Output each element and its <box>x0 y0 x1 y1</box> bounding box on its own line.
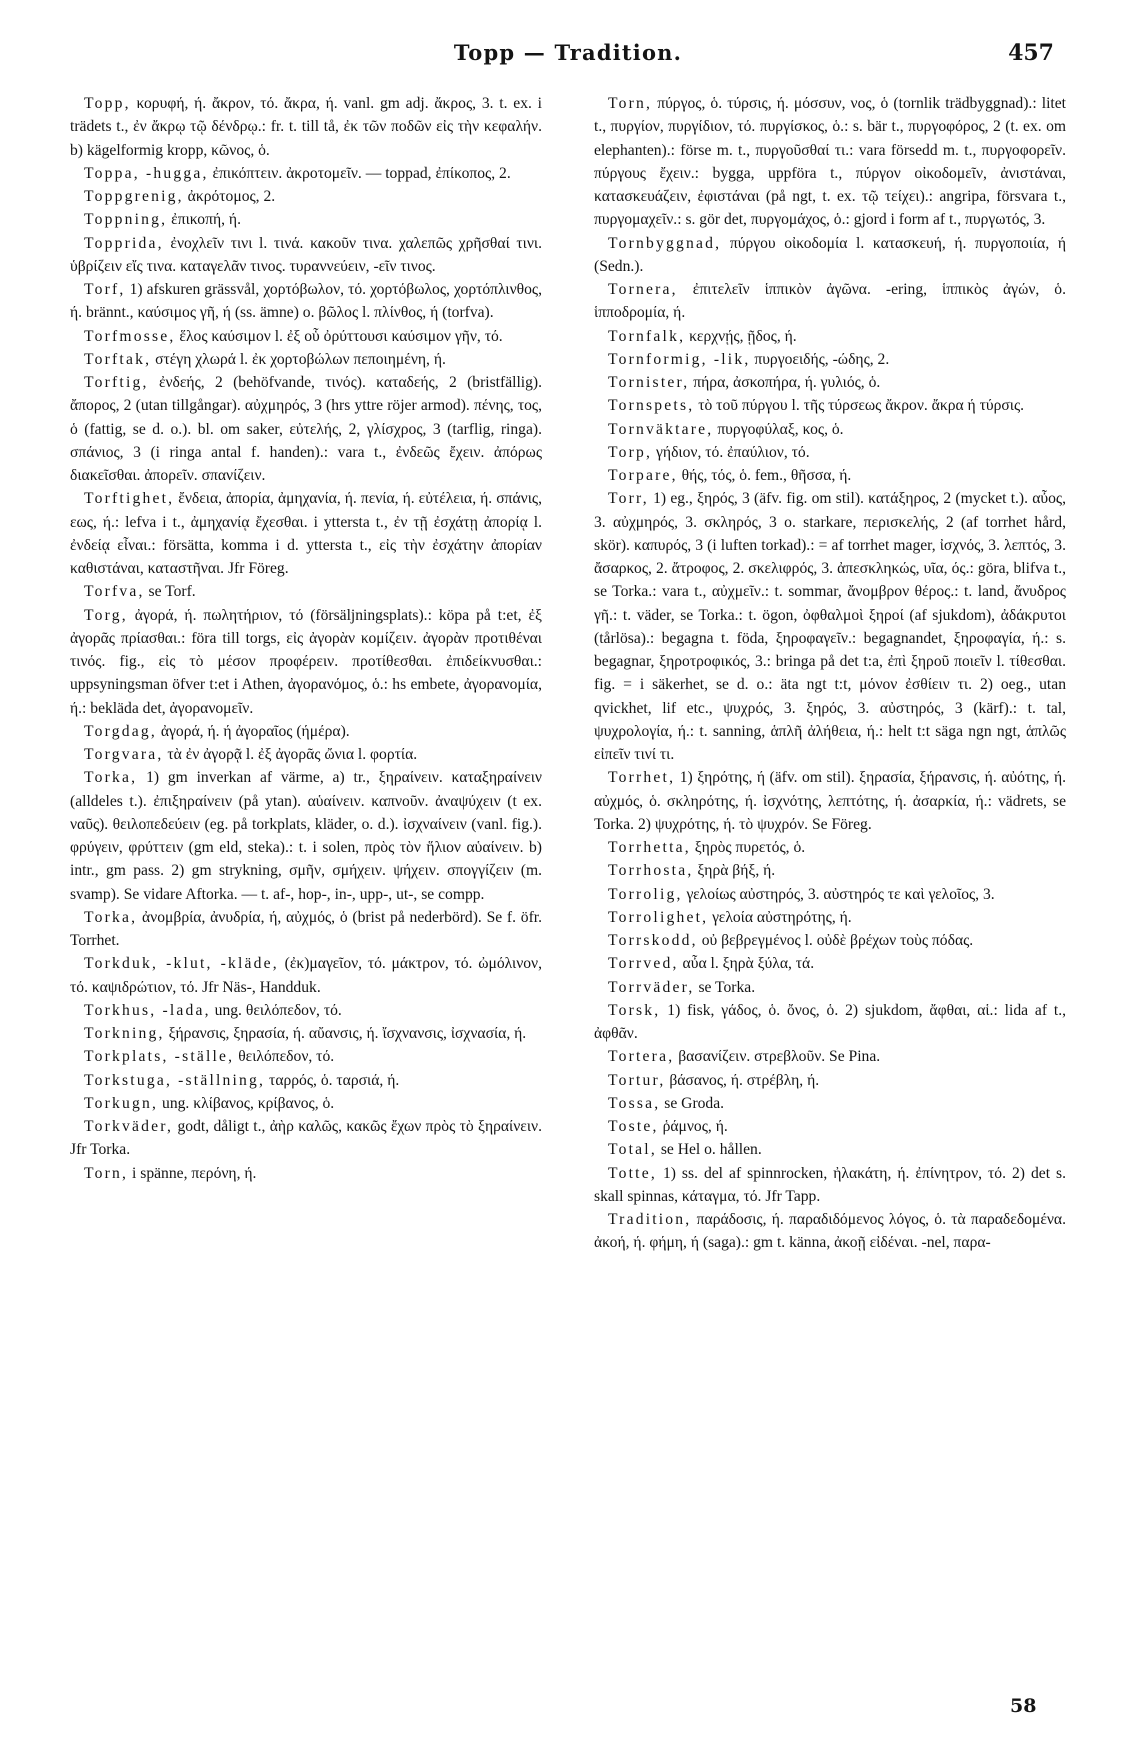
definition: ξηρὰ βήξ, ή. <box>697 862 776 880</box>
dictionary-entry <box>70 278 542 325</box>
headword: Torkugn, <box>84 1094 159 1112</box>
definition: ξήρανσις, ξηρασία, ή. αὔανσις, ή. ἴσχνανσις, ἰσχνασία, ή. <box>168 1025 527 1042</box>
headword: Torrved, <box>608 955 679 973</box>
dictionary-entry <box>594 1069 1066 1092</box>
dictionary-entry <box>70 580 542 603</box>
headword: Torn, <box>608 95 653 112</box>
dictionary-entry <box>594 325 1066 348</box>
definition: πυργοειδής, -ώδης, 2. <box>754 350 890 368</box>
definition: ἐπικοπή, ή. <box>171 211 241 229</box>
definition: ἕλος καύσιμον l. ἐξ οὗ ὀρύττουσι καύσιμον γῆν, τό. <box>179 327 503 345</box>
headword: Toste, <box>608 1118 659 1135</box>
headword: Torgdag, <box>84 722 157 740</box>
definition: κορυφή, ή. ἄκρον, τό. ἄκρα, ή. vanl. gm adj. ἄκρος, 3. t. ex. i trädets t., ἐν ἄκρῳ τῷ δένδρῳ.: fr. t. till tå, ἐκ τῶν ποδῶν εἰς τὴν κεφαλήν. b) kägelformig kropp, κῶνος, ὁ. <box>70 95 542 159</box>
headword: Torgvara, <box>84 746 164 763</box>
headword: Torkning, <box>84 1025 165 1042</box>
dictionary-entry <box>70 1045 542 1068</box>
dictionary-entry <box>594 464 1066 487</box>
dictionary-entry <box>594 1208 1066 1255</box>
headword: Tornformig, -lik, <box>608 350 751 368</box>
definition: se Torf. <box>148 583 196 601</box>
dictionary-entry <box>70 1022 542 1045</box>
definition: ἀγορά, ή. ή ἀγοραῖος (ήμέρα). <box>160 722 350 740</box>
dictionary-entry <box>594 766 1066 836</box>
dictionary-entry <box>70 720 542 743</box>
dictionary-entry <box>70 92 542 162</box>
definition: 1) eg., ξηρός, 3 (äfv. fig. om stil). κατάξηρος, 2 (mycket t.). αὖος, 3. αὐχμηρός, 3. σκληρός, 3 o. starkare, περισκελής, 2 (af torrhet hård, skör). καπυρός, 3 (i luften torkad).: = af torrhet mager, ἰσχνός, 3. λεπτός, 3. ἄσαρκος, 2. ἄτροφος, 2. σκελιφρός, 3. ἀπεσκληκώς, υῖα, ός.: göra, blifva t., se Torka.: vara t., αὐχμεῖν.: t. sommar, ἄνομβρον θέρος.: t. land, ἄνυδρος γῆ.: t. väder, se Torka.: t. ögon, ὀφθαλμοὶ ξηροί (af sjukdom), ἀδάκρυτοι (tårlösa).: begagna t. föda, ξηροφαγεῖν.: begagnandet, ξηροφαγία, ή.: s. begagnar, ξηροτροφικός, 3.: bringa på det t:a, ἐπὶ ξηροῦ ποιεῖν l. τίθεσθαι. fig. = i säkerhet, se d. o.: äta ngt t:t, μόνον ἐσθίειν τι. 2) oeg., utan qvickhet, lif etc., ψυχρός, 3. ξηρός, 3. αὐστηρός, 3 (kärf).: t. tal, ψυχρολογία, ή.: t. sanning, ἁπλῆ ἀλήθεια, ή.: helt t:t säga ngn ngt, ἁπλῶς εἰπεῖν τινί τι. <box>594 490 1066 763</box>
dictionary-entry <box>594 232 1066 279</box>
headword: Torkväder, <box>84 1118 174 1135</box>
headword: Tossa, <box>608 1094 661 1112</box>
definition: i spänne, περόνη, ή. <box>132 1164 257 1182</box>
headword: Totte, <box>608 1164 657 1182</box>
headword: Torkduk, -klut, -kläde, <box>84 955 279 973</box>
dictionary-entry <box>70 232 542 279</box>
headword: Tornister, <box>608 374 690 391</box>
dictionary-entry <box>70 162 542 185</box>
definition: γελοία αὐστηρότης, ή. <box>712 908 852 926</box>
definition: θειλόπεδον, τό. <box>238 1048 335 1066</box>
dictionary-entry <box>594 999 1066 1046</box>
dictionary-entry <box>70 185 542 208</box>
headword: Torkplats, -ställe, <box>84 1048 235 1066</box>
headword: Torka, <box>84 908 138 926</box>
running-head <box>0 40 1136 70</box>
headword: Torf, <box>84 281 126 298</box>
dictionary-entry <box>70 371 542 487</box>
dictionary-entry <box>70 743 542 766</box>
headword: Torkstuga, -ställning, <box>84 1071 266 1089</box>
dictionary-entry <box>594 929 1066 952</box>
definition: ἔνδεια, ἀπορία, ἀμηχανία, ή. πενία, ή. εὐτέλεια, ή. σπάνις, εως, ή.: lefva i t., ἀμηχανίᾳ ἔχεσθαι. i yttersta t., ἐν τῇ ἐσχάτῃ ἀπορίᾳ l. ἐνδείᾳ εἶναι.: försätta, komma i d. yttersta t., εἰς τὴν ἐσχάτην ἀπορίαν καθιστάναι, καταστῆναι. Jfr Föreg. <box>70 490 542 577</box>
definition: ῥάμνος, ή. <box>662 1118 728 1135</box>
definition: ταρρός, ὁ. ταρσιά, ή. <box>269 1071 400 1089</box>
headword: Torn, <box>84 1164 129 1182</box>
dictionary-entry <box>594 1115 1066 1138</box>
headword: Tortur, <box>608 1071 666 1089</box>
definition: ἐπικόπτειν. ἀκροτομεῖν. — toppad, ἐπίκοπος, 2. <box>212 164 511 182</box>
dictionary-entry <box>594 348 1066 371</box>
headword: Toppning, <box>84 211 168 229</box>
definition: godt, dåligt t., ἀὴρ καλῶς, κακῶς ἔχων πρὸς τὸ ξηραίνειν. Jfr Torka. <box>70 1118 542 1159</box>
dictionary-entry <box>594 441 1066 464</box>
dictionary-entry <box>70 952 542 999</box>
headword: Torftighet, <box>84 490 175 508</box>
headword: Tradition, <box>608 1211 692 1228</box>
headword: Tornbyggnad, <box>608 234 722 252</box>
definition: πήρα, ἀσκοπήρα, ή. γυλιός, ὁ. <box>693 374 881 391</box>
definition: βασανίζειν. στρεβλοῦν. Se Pina. <box>678 1048 881 1066</box>
definition: 1) ξηρότης, ή (äfv. om stil). ξηρασία, ξήρανσις, ή. αὐότης, ή. αὐχμός, ὁ. σκληρότης, ή. ἰσχνότης, λεπτότης, ή. ἀσαρκία, ή.: vädrets, se Torka. 2) ψυχρότης, ή. τὸ ψυχρόν. Se Föreg. <box>594 769 1066 833</box>
definition: ung. κλίβανος, κρίβανος, ὁ. <box>162 1094 335 1112</box>
definition: γήδιον, τό. ἐπαύλιον, τό. <box>656 443 810 461</box>
definition: θής, τός, ὁ. fem., θῆσσα, ή. <box>681 467 852 484</box>
definition: ἀγορά, ή. πωλητήριον, τό (försäljningsplats).: köpa på t:et, ἐξ ἀγορᾶς πρίασθαι.: föra till torgs, εἰς ἀγορὰν κομίζειν. ἀγορὰν προτιθέναι τινός. fig., εἰς τὸ μέσον προφέρειν. προτίθεσθαι. ἐπιδείκνυσθαι.: uppsyningsman öfver t:et i Athen, ἀγορανόμος, ὁ.: hs embete, ἀγορανομία, ή.: bekläda det, ἀγορανομεῖν. <box>70 606 542 717</box>
headword: Torrolighet, <box>608 908 709 926</box>
dictionary-entry <box>70 1115 542 1162</box>
dictionary-entry <box>70 999 542 1022</box>
definition: (ἐκ)μαγεῖον, τό. μάκτρον, τό. ὠμόλινον, τό. καψιδρώτιον, τό. Jfr Näs-, Handduk. <box>70 955 542 996</box>
headword: Topprida, <box>84 234 164 252</box>
headword: Tortera, <box>608 1048 675 1066</box>
dictionary-entry <box>594 92 1066 232</box>
dictionary-entry <box>70 1092 542 1115</box>
definition: ung. θειλόπεδον, τό. <box>214 1001 342 1019</box>
dictionary-entry <box>70 348 542 371</box>
dictionary-entry <box>594 278 1066 325</box>
definition: 1) afskuren grässvål, χορτόβωλον, τό. χορτόβωλος, χορτόπλινθος, ή. brännt., καύσιμος γῆ, ή (ss. ämne) o. βῶλος l. πλίνθος, ή (torfva). <box>70 281 542 322</box>
definition: πύργος, ὁ. τύρσις, ή. μόσσυν, νος, ὁ (tornlik trädbyggnad).: litet t., πυργίον, πυργίδιον, τό. πυργίσκος, ὁ.: s. bär t., πυργοφόρος, 2 (t. ex. om elephanten).: förse m. t., πυργοῦσθαί τι.: vara försedd m. t., πυργοφορεῖν. πύργους ἔχειν.: bygga, uppföra t., πύργον οἰκοδομεῖν, ἀνιστάναι, κατασκευάζειν, ἐφιστάναι (på ngt, t. ex. τῷ τείχει).: angripa, försvara t., πυργομαχεῖν.: s. gör det, πυργομάχος, ὁ.: gjord i form af t., πυργωτός, 3. <box>594 95 1066 229</box>
definition: 1) ss. del af spinnrocken, ἠλακάτη, ή. ἐπίνητρον, τό. 2) det s. skall spinnas, κάταγμα, τό. Jfr Tapp. <box>594 1164 1066 1205</box>
right-column <box>594 92 1066 1692</box>
headword: Tornväktare, <box>608 420 714 438</box>
definition: στέγη χλωρά l. ἐκ χορτοβώλων πεποιημένη, ή. <box>155 350 446 368</box>
dictionary-entry <box>70 208 542 231</box>
headword: Torftak, <box>84 350 152 368</box>
dictionary-entry <box>594 952 1066 975</box>
definition: ξηρὸς πυρετός, ὁ. <box>694 839 806 856</box>
definition: οὐ βεβρεγμένος l. οὐδὲ βρέχων τοὺς πόδας. <box>701 932 974 949</box>
dictionary-entry <box>70 1162 542 1185</box>
headword: Torrolig, <box>608 885 683 903</box>
definition: ἀκρότομος, 2. <box>187 188 276 205</box>
dictionary-entry <box>594 418 1066 441</box>
signature-mark: 58 <box>1010 1695 1037 1717</box>
headword: Torrhet, <box>608 769 676 787</box>
headword: Tornera, <box>608 281 678 298</box>
dictionary-entry <box>70 604 542 720</box>
definition: πυργοφύλαξ, κος, ὁ. <box>717 420 844 438</box>
dictionary-entry <box>70 487 542 580</box>
headword: Torsk, <box>608 1001 661 1019</box>
definition: τὸ τοῦ πύργου l. τῆς τύρσεως ἄκρον. ἄκρα ή τύρσις. <box>698 397 1025 415</box>
headword: Tornfalk, <box>608 327 686 345</box>
headword: Torg, <box>84 606 128 624</box>
headword: Torrhosta, <box>608 862 694 880</box>
headword: Torkhus, -lada, <box>84 1001 211 1019</box>
definition: ἀνομβρία, ἀνυδρία, ή, αὐχμός, ὁ (brist på nederbörd). Se f. öfr. Torrhet. <box>70 908 542 949</box>
dictionary-entry <box>594 371 1066 394</box>
definition: αὖα l. ξηρὰ ξύλα, τά. <box>682 955 815 973</box>
dictionary-entry <box>70 766 542 906</box>
definition: παράδοσις, ή. παραδιδόμενος λόγος, ὁ. τὰ παραδεδομένα. ἀκοή, ή. φήμη, ή (saga).: gm t. känna, ἀκοῇ εἰδέναι. -nel, παρα- <box>594 1211 1066 1252</box>
definition: se Groda. <box>664 1094 725 1112</box>
dictionary-entry <box>594 836 1066 859</box>
definition: πύργου οἰκοδομία l. κατασκευή, ή. πυργοποιία, ή (Sedn.). <box>594 234 1066 275</box>
headword: Torfva, <box>84 583 145 601</box>
headword: Tornspets, <box>608 397 695 415</box>
definition: βάσανος, ή. στρέβλη, ή. <box>669 1071 820 1089</box>
headword: Torr, <box>608 490 649 508</box>
headword: Toppa, -hugga, <box>84 164 209 182</box>
definition: ἐπιτελεῖν ἱππικὸν ἀγῶνα. -ering, ἱππικὸς ἀγών, ὁ. ἱπποδρομία, ή. <box>594 281 1066 322</box>
definition: se Hel o. hållen. <box>660 1141 762 1159</box>
headword: Torka, <box>84 769 138 787</box>
headword: Toppgrenig, <box>84 188 184 205</box>
dictionary-entry <box>594 883 1066 906</box>
dictionary-entry <box>594 487 1066 766</box>
dictionary-entry <box>594 906 1066 929</box>
definition: ἐνοχλεῖν τινι l. τινά. κακοῦν τινα. χαλεπῶς χρῆσθαί τινι. ὑβρίζειν εἴς τινα. καταγελᾶν τινος. τυραννεύειν, -εῖν τινος. <box>70 234 542 275</box>
definition: κερχνῄς, ῇδος, ή. <box>689 327 797 345</box>
dictionary-entry <box>70 325 542 348</box>
dictionary-entry <box>594 1092 1066 1115</box>
definition: se Torka. <box>698 978 756 996</box>
headword: Torrhetta, <box>608 839 691 856</box>
headword: Topp, <box>84 95 131 112</box>
dictionary-entry <box>594 394 1066 417</box>
headword: Torp, <box>608 443 653 461</box>
headword: Total, <box>608 1141 657 1159</box>
headword: Torrskodd, <box>608 932 698 949</box>
dictionary-entry <box>70 1069 542 1092</box>
dictionary-entry <box>70 906 542 953</box>
dictionary-entry <box>594 1162 1066 1209</box>
definition: γελοίως αὐστηρός, 3. αὐστηρός τε καὶ γελοῖος, 3. <box>686 885 995 903</box>
dictionary-entry <box>594 976 1066 999</box>
headword: Torftig, <box>84 374 149 391</box>
running-head-title: Topp — Tradition. <box>453 40 683 65</box>
left-column <box>70 92 542 1692</box>
headword: Torfmosse, <box>84 327 176 345</box>
headword: Torrväder, <box>608 978 695 996</box>
definition: τὰ ἐν ἀγορᾷ l. ἐξ ἀγορᾶς ὤνια l. φορτία. <box>167 746 418 763</box>
page-number: 457 <box>1008 40 1054 66</box>
dictionary-entry <box>594 859 1066 882</box>
dictionary-entry <box>594 1138 1066 1161</box>
definition: 1) fisk, γάδος, ὁ. ὄνος, ὁ. 2) sjukdom, ἄφθαι, αἱ.: lida af t., ἀφθᾶν. <box>594 1001 1066 1042</box>
headword: Torpare, <box>608 467 678 484</box>
dictionary-entry <box>594 1045 1066 1068</box>
definition: 1) gm inverkan af värme, a) tr., ξηραίνειν. καταξηραίνειν (alldeles t.). ἐπιξηραίνειν (på ytan). αὑαίνειν. καπνοῦν. ἀναψύχειν (t ex. ναῦς). θειλοπεδεύειν (eg. på torkplats, kläder, o. d.). ἰσχναίνειν (vanl. fig.). φρύγειν, φρύττειν (gm eld, steka).: t. i solen, πρὸς τὸν ἥλιον αὑαίνειν. b) intr., gm pass. 2) gm strykning, σμῆν, σμήχειν. ψήχειν. σπογγίζειν (m. svamp). Se vidare Aftorka. — t. af-, hop-, in-, upp-, ut-, se compp. <box>70 769 542 903</box>
definition: ἐνδεής, 2 (behöfvande, τινός). καταδεής, 2 (bristfällig). ἄπορος, 2 (utan tillgångar). αὐχμηρός, 3 (hrs yttre röjer armod). πένης, τος, ὁ (fattig, se d. o.). bl. om saker, εὐτελής, 2, γλίσχρος, 3 (tarflig, ringa). σπάνιος, 3 (i ringa antal f. handen).: vara t., ἐνδεῶς ἔχειν. ἀπόρως διακεῖσθαι. ἀπορεῖν. σπανίζειν. <box>70 374 542 484</box>
